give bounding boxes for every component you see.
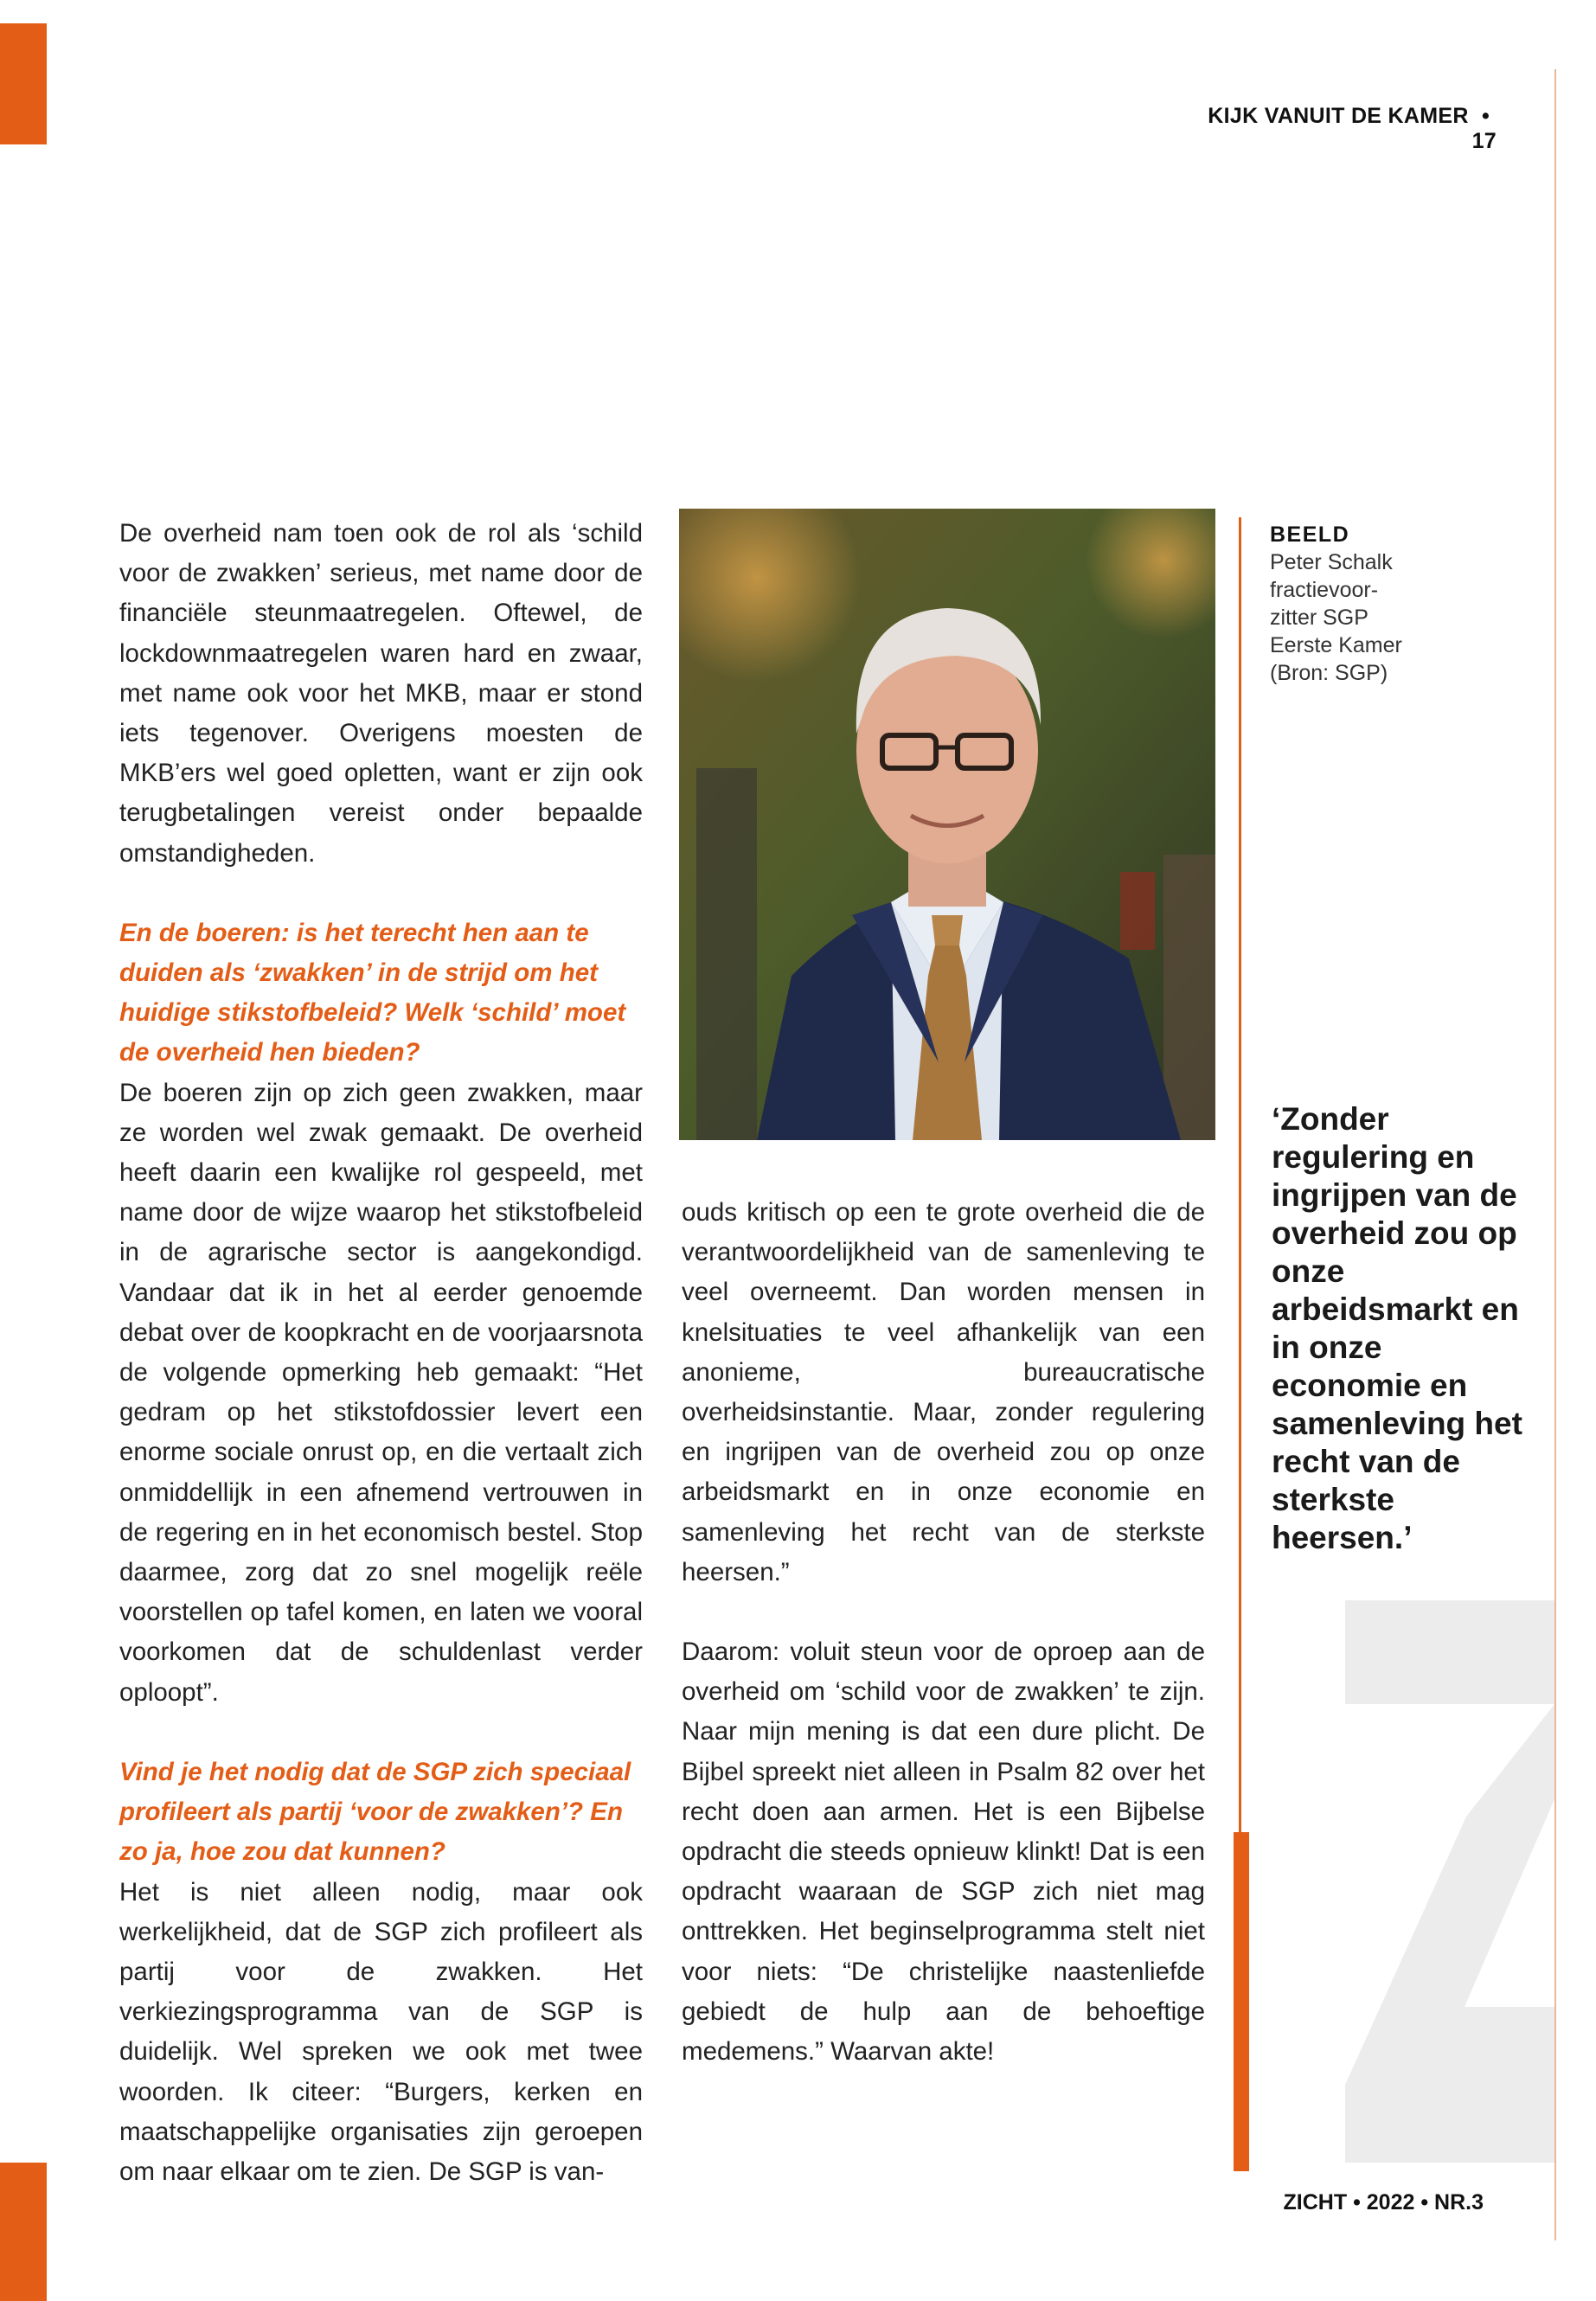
paragraph: De overheid nam toen ook de rol als ‘schild voor de zwakken’ serieus, met name door de financiële steunmaatregelen. Oftewel, de lockdownmaatregelen waren hard en zwaar, met name ook voor het MKB, maar er stond iets tegenover. Overigens moesten de MKB’ers wel goed opletten, want er zijn ook terugbetalingen vereist onder bepaalde omstandigheden. — [119, 519, 643, 868]
pull-quote: ‘Zonder regulering en ingrijpen van de overheid zou op onze arbeidsmarkt en in onze economie en samenleving het recht van de sterkste heersen.’ — [1272, 1101, 1522, 1555]
edge-bar-top — [0, 23, 47, 144]
photo-credit — [1270, 521, 1460, 687]
portrait-image — [679, 509, 1215, 1140]
header-separator: • — [1481, 104, 1490, 128]
interview-question: En de boeren: is het terecht hen aan te duiden als ‘zwakken’ in de strijd om het huidige stikstofbeleid? Welk ‘schild’ moet de overheid hen bieden? — [119, 918, 626, 1067]
paragraph: Daarom: voluit steun voor de oproep aan de overheid om ‘schild voor de zwakken’ te zijn. Naar mijn mening is dat een dure plicht. De Bijbel spreekt niet alleen in Psalm 82 over het recht doen aan armen. Het is een Bijbelse opdracht die steeds opnieuw klinkt! Dat is een opdracht waaraan de SGP zich niet mag onttrekken. Het beginselprogramma stelt niet voor niets: “De christelijke naastenliefde gebiedt de hulp aan de behoeftige medemens.” Waarvan akte! — [682, 1638, 1205, 2067]
credit-label: BEELD — [1270, 522, 1350, 547]
credit-line: Eerste Kamer — [1270, 633, 1402, 657]
paragraph: De boeren zijn op zich geen zwakken, maar ze worden wel zwak gemaakt. De overheid heeft daarin een kwalijke rol gespeeld, met name door de wijze waarop het stikstofbeleid in de agrarische sector is aangekondigd. Vandaar dat ik in het al eerder genoemde debat over de koopkracht en de voorjaarsnota de volgende opmerking heb gemaakt: “Het gedram op het stikstofdossier levert een enorme sociale onrust op, en die vertaalt zich onmiddellijk in een afnemend vertrouwen in de regering en in het economisch bestel. Stop daarmee, zorg dat zo snel mogelijk reële voorstellen op tafel komen, en laten we vooral voorkomen dat de schuldenlast verder oploopt”. — [119, 1078, 643, 1707]
header-section: KIJK VANUIT DE KAMER — [1208, 104, 1469, 128]
paragraph: Het is niet alleen nodig, maar ook werkelijkheid, dat de SGP zich profileert als partij voor de zwakken. Het verkiezingsprogramma van de SGP is duidelijk. Wel spreken we ook met twee woorden. Ik citeer: “Burgers, kerken en maatschappelijke organisaties zijn geroepen om naar elkaar om te zien. De SGP is van- — [119, 1877, 643, 2186]
credit-line: (Bron: SGP) — [1270, 661, 1388, 685]
page-number: 17 — [1471, 129, 1497, 153]
credit-line: zitter SGP — [1270, 606, 1368, 630]
credit-line: fractievoor- — [1270, 578, 1379, 602]
credit-line: Peter Schalk — [1270, 550, 1393, 574]
edge-bar-bottom — [0, 2163, 47, 2301]
interview-question: Vind je het nodig dat de SGP zich speciaal profileert als partij ‘voor de zwakken’? En zo ja, hoe zou dat kunnen? — [119, 1757, 631, 1867]
page-edge-rule — [1554, 69, 1556, 2240]
running-header — [1185, 104, 1497, 154]
article-column-middle — [682, 1193, 1205, 2072]
portrait-photo — [679, 509, 1215, 1140]
decorative-z-logo — [1336, 1600, 1554, 2163]
article-column-left — [119, 514, 643, 2192]
paragraph: ouds kritisch op een te grote overheid die de verantwoordelijkheid van de samenleving te veel overneemt. Dan worden mensen in knelsituaties te veel afhankelijk van een anonieme, bureaucratische overheidsinstantie. Maar, zonder regulering en ingrijpen van de overheid zou op onze arbeidsmarkt en in onze economie en samenleving het recht van de sterkste heersen.” — [682, 1198, 1205, 1586]
sidebar-rule-accent — [1234, 1832, 1249, 2171]
running-footer: ZICHT • 2022 • NR.3 — [1283, 2190, 1484, 2214]
